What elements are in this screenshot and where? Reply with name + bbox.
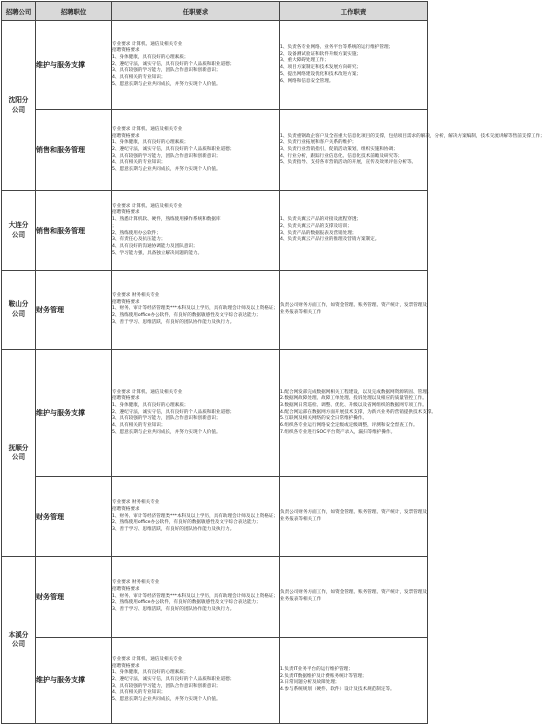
position-cell: 维护与服务支撑 [36,21,112,110]
text-line: 1、负责关翼云产品的对接及流程穿透； [280,217,362,223]
text-line: 负责公司财务方面工作，如资金管理、账务管理、资产统计，发票管理及业务报表等相关工作 [280,510,428,522]
text-line: 专业要求 财务相关专业 [112,293,160,299]
text-line: 2、负责行业拓展和客户关系的维护； [280,140,357,146]
position-cell: 财务管理 [36,557,112,637]
duties-cell [280,349,436,476]
text-line: 招聘资格要求 [112,48,140,54]
text-line: 6、网络和信息安全管理。 [280,78,334,84]
text-line: 1、身体健康，具有良好的心理素质； [112,670,189,676]
position-cell: 销售和服务管理 [36,191,112,270]
text-line: 2、设备测试验证和软件升级方案实施； [280,51,362,57]
text-line: 专业要求 计算机、通信及相关专业 [112,389,183,395]
text-line: 专业要求 财务相关专业 [112,580,160,586]
text-line: 2、熟练使用office办公软件，有良好的数据敏感性及文字综合表达能力； [112,520,261,526]
text-line: 3、具有较强的学习能力，团队合作意识和创新意识； [112,153,221,159]
text-line: 1.负责IT业务平台的运行维护管理； [280,666,353,672]
text-line: 5、愿意长期与企业共同成长，并努力实现个人价值。 [112,167,221,173]
text-line: 1、财务、审计等经济管理类***本科及以上学历，具有助理会计师及以上资格证； [112,513,279,519]
table-row [2,110,428,191]
text-line: 3、善于学习、思维活跃，有良好的团队协作能力及执行力。 [112,526,235,532]
text-line: 负责公司财务方面工作，如资金管理、账务管理、资产统计，发票管理及业务报表等相关工作 [280,590,428,603]
text-line: 4、项目方案制定和技术发展方向研究； [280,65,362,71]
duties-cell [280,21,428,110]
text-line: 5、愿意长期与企业共同成长，并努力实现个人价值。 [112,429,221,435]
requirements-cell [112,110,280,191]
text-line: 2、熟练使用office办公软件，有良好的数据敏感性及文字综合表达能力； [112,313,261,319]
position-cell: 财务管理 [36,477,112,557]
text-line: 5、提出网络建设优化和技术改进方案； [280,71,362,77]
text-line: 3、具有较强的学习能力，团队合作意识和创新意识； [112,416,221,422]
text-line: 1、身体健康，具有良好的心理素质； [112,403,189,409]
text-line: 专业要求 计算机、通信及相关专业 [112,126,183,132]
text-line: 3、负责行业营销指引，促销活动策划，组织实施和协调； [280,147,398,152]
text-line: 3、具有较强的学习能力，团队合作意识和创新意识； [112,683,221,689]
requirements-cell [112,21,280,110]
duties-cell [280,637,428,723]
text-line: 4、行业分析，跟踪行业信息化、信息化技术前瞻及研究等； [280,153,403,159]
text-line: 4、具有良好的沟通协调能力及团队意识； [112,243,198,249]
text-line: 6.组织各专业运行网络安全定级或定级调整，评测和安全督查工作。 [280,423,418,429]
text-line: 4.参与系统规划（硬件、软件）设计及技术规范制定等。 [280,687,395,693]
company-cell: 抚顺分 公司 [2,349,36,557]
text-line: 5、愿意长期与企业共同成长，并努力实现个人价值。 [112,81,221,87]
text-line: 1、身体健康，具有良好的心理素质； [112,55,189,61]
text-line: 3、善于学习、思维活跃，有良好的团队协作能力及执行力。 [112,319,235,325]
text-line: 招聘资格要求 [112,299,140,305]
text-line: 3、有责任心及抗压能力； [112,237,166,243]
header-requirements: 任职要求 [112,2,280,21]
text-line: 专业要求 计算机、通信及相关专业 [112,41,183,47]
position-cell: 维护与服务支撑 [36,637,112,723]
text-line: ； [112,223,117,229]
table-row [2,21,428,110]
text-line: 5、学习能力强，具备独立解决问题的能力。 [112,250,203,256]
text-line: 2、遵纪守法，诚实守信，具有良好的个人品质和职业道德； [112,409,235,415]
header-duties: 工作职责 [280,2,428,21]
text-line: 2、遵纪守法，诚实守信，具有良好的个人品质和职业道德； [112,61,235,67]
requirements-cell [112,557,280,637]
header-row [2,2,428,21]
duties-cell [280,270,428,349]
table-row [2,557,428,637]
text-line: 3、重大障碍处理工作； [280,58,329,64]
text-line: 3.日常问题分析及故障处理； [280,680,340,686]
text-line: 专业要求 计算机、通信及相关专业 [112,656,183,662]
text-line: 2、遵纪守法，诚实守信，具有良好的个人品质和职业道德； [112,147,235,152]
text-line: 1、财务、审计等经济管理类***本科及以上学历，具有助理会计师及以上资格证； [112,593,279,599]
text-line: 4、具有相关的专业知识； [112,690,166,696]
text-line: 3、具有较强的学习能力，团队合作意识和创新意识； [112,68,221,74]
text-line: 3、负责产品的数据报表及营销处理； [280,230,357,236]
text-line: 2.数据网故障处理、故障工单处理、投诉处理以及相应的质量管控工作。 [280,396,427,402]
duties-cell [280,557,428,637]
text-line: 4.配合网运部在数据网方面开展技术支撑，为新兴业务的营销提供技术支撑。 [280,409,436,415]
text-line: 招聘资格要求 [112,210,140,216]
position-cell: 销售和服务管理 [36,110,112,191]
header-position: 招聘职位 [36,2,112,21]
requirements-cell [112,270,280,349]
text-line: 4、负责关翼云产品行业的推理及营销方案制定。 [280,237,380,243]
text-line: 2.负责IT数据维护及计费账务统计等管理； [280,673,367,679]
recruitment-sheet [1,1,545,724]
text-line: 5、愿意长期与企业共同成长，并努力实现个人价值。 [112,697,221,703]
table-row [2,637,428,723]
table-row [2,349,428,476]
text-line: 招聘资格要求 [112,587,140,593]
text-line: 4、具有相关的专业知识； [112,423,166,429]
recruitment-table [1,1,545,724]
text-line: 2、熟练使用办公软件； [112,230,161,236]
company-cell: 本溪分 公司 [2,557,36,724]
text-line: 专业要求 财务相关专业 [112,500,160,506]
table-row [2,477,428,557]
requirements-cell [112,349,280,476]
text-line: 招聘资格要求 [112,506,140,512]
text-line: 2、遵纪守法，诚实守信，具有良好的个人品质和职业道德； [112,677,235,682]
text-line: 4、具有相关的专业知识； [112,160,166,166]
text-line: 1、熟悉计算机软、硬件，熟练使用操作系统和数据库 [112,217,221,223]
company-cell: 沈阳分 公司 [2,21,36,191]
text-line: 2、熟练使用office办公软件，有良好的数据敏感性及文字综合表达能力； [112,600,261,606]
text-line: 7.组织各专业进行SOC平台资产录入，漏扫等维护操作。 [280,429,396,435]
text-line: 3、善于学习、思维活跃，有良好的团队协作能力及执行力。 [112,607,235,613]
text-line: 4、具有相关的专业知识； [112,75,166,81]
text-line: 5.互联网及相关网络的安全日常维护操作。 [280,416,368,422]
position-cell: 财务管理 [36,270,112,349]
text-line: 1、负责各专业网络、业务平台等系统的运行维护管理； [280,45,394,51]
company-cell: 大连分 公司 [2,191,36,270]
text-line: 1、负责重钢政企客户及全省重大信息化项目的支撑，包括项目需求的解决，分析，解决方案编制，技术交流讲解等售前支撑工作； [280,133,545,139]
text-line: 3.数据网日常巡检、调整、优化、升级以及省网组织的数据网专项工作。 [280,403,427,409]
table-row [2,191,428,270]
text-line: 招聘资格要求 [112,133,140,139]
duties-cell [280,191,428,270]
requirements-cell [112,637,280,723]
text-line: 1.配合网发部完成数据网相关工程建设，以及完成数据网资源转固、管理。 [280,389,432,395]
table-row [2,270,428,349]
duties-cell [280,477,428,557]
requirements-cell [112,477,280,557]
text-line: 招聘资格要求 [112,663,140,669]
text-line: 1、身体健康，具有良好的心理素质； [112,140,189,146]
text-line: 招聘资格要求 [112,396,140,402]
position-cell: 维护与服务支撑 [36,349,112,476]
header-company: 招聘公司 [2,2,36,21]
requirements-cell [112,191,280,270]
text-line: 专业要求 计算机、通信及相关专业 [112,203,183,209]
text-line: 2、负责关翼云产品的支撑及培训； [280,223,352,229]
text-line: 负责公司财务方面工作，如资金管理、账务管理、资产统计，发票管理及业务报表等相关工作 [280,303,428,315]
company-cell: 鞍山分 公司 [2,270,36,349]
text-line: 5、负责指导、支持各市营销活动的开展，宣传及效果评估分析等。 [280,160,417,166]
text-line: 1、财务、审计等经济管理类***本科及以上学历，具有助理会计师及以上资格证； [112,306,279,312]
duties-cell [280,110,545,191]
